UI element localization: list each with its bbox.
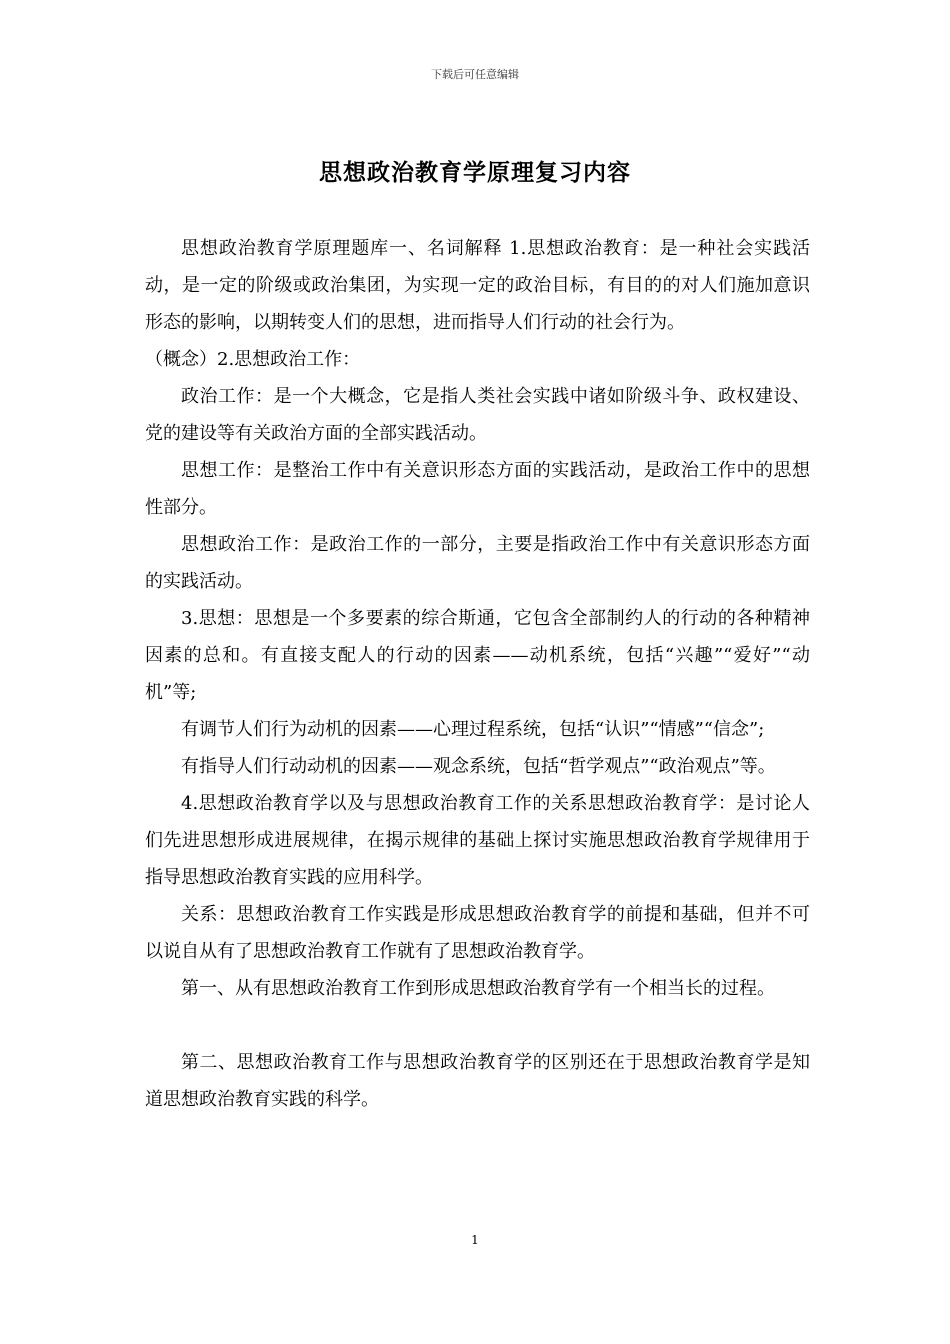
document-title: 思想政治教育学原理复习内容 [319,159,631,186]
paragraph: 有指导人们行动动机的因素——观念系统，包括“哲学观点”“政治观点”等。 [181,756,776,777]
paragraph: 关系：思想政治教育工作实践是形成思想政治教育学的前提和基础，但并不可以说自从有了思想政治教育工作就有了思想政治教育学。 [145,904,810,962]
paragraph: 思想政治工作：是政治工作的一部分，主要是指政治工作中有关意识形态方面的实践活动。 [145,534,810,592]
paragraph: 思想政治教育学原理题库一、名词解释 1.思想政治教育：是一种社会实践活动，是一定的阶级或政治集团，为实现一定的政治目标，有目的的对人们施加意识形态的影响，以期转变人们的思想，进而指导人们行动的社会行为。 [145,238,810,333]
paragraph: 第一、从有思想政治教育工作到形成思想政治教育学有一个相当长的过程。 [181,978,775,999]
paragraph: 思想工作：是整治工作中有关意识形态方面的实践活动，是政治工作中的思想性部分。 [145,460,810,518]
paragraph: （概念）2.思想政治工作： [145,349,361,370]
paragraph: 第二、思想政治教育工作与思想政治教育学的区别还在于思想政治教育学是知道思想政治教育实践的科学。 [145,1052,810,1110]
paragraph: 有调节人们行为动机的因素——心理过程系统，包括“认识”“情感”“信念”; [181,719,765,740]
paragraph: 3.思想：思想是一个多要素的综合斯通，它包含全部制约人的行动的各种精神因素的总和。有直接支配人的行动的因素——动机系统，包括“兴趣”“爱好”“动机”等; [145,608,810,703]
header-note: 下载后可任意编辑 [431,68,519,81]
paragraph: 政治工作：是一个大概念，它是指人类社会实践中诸如阶级斗争、政权建设、党的建设等有关政治方面的全部实践活动。 [145,386,810,444]
document-body [145,230,810,1118]
paragraph: 4.思想政治教育学以及与思想政治教育工作的关系思想政治教育学：是讨论人们先进思想形成进展规律，在揭示规律的基础上探讨实施思想政治教育学规律用于指导思想政治教育实践的应用科学。 [145,793,810,888]
page-number: 1 [471,1233,479,1247]
